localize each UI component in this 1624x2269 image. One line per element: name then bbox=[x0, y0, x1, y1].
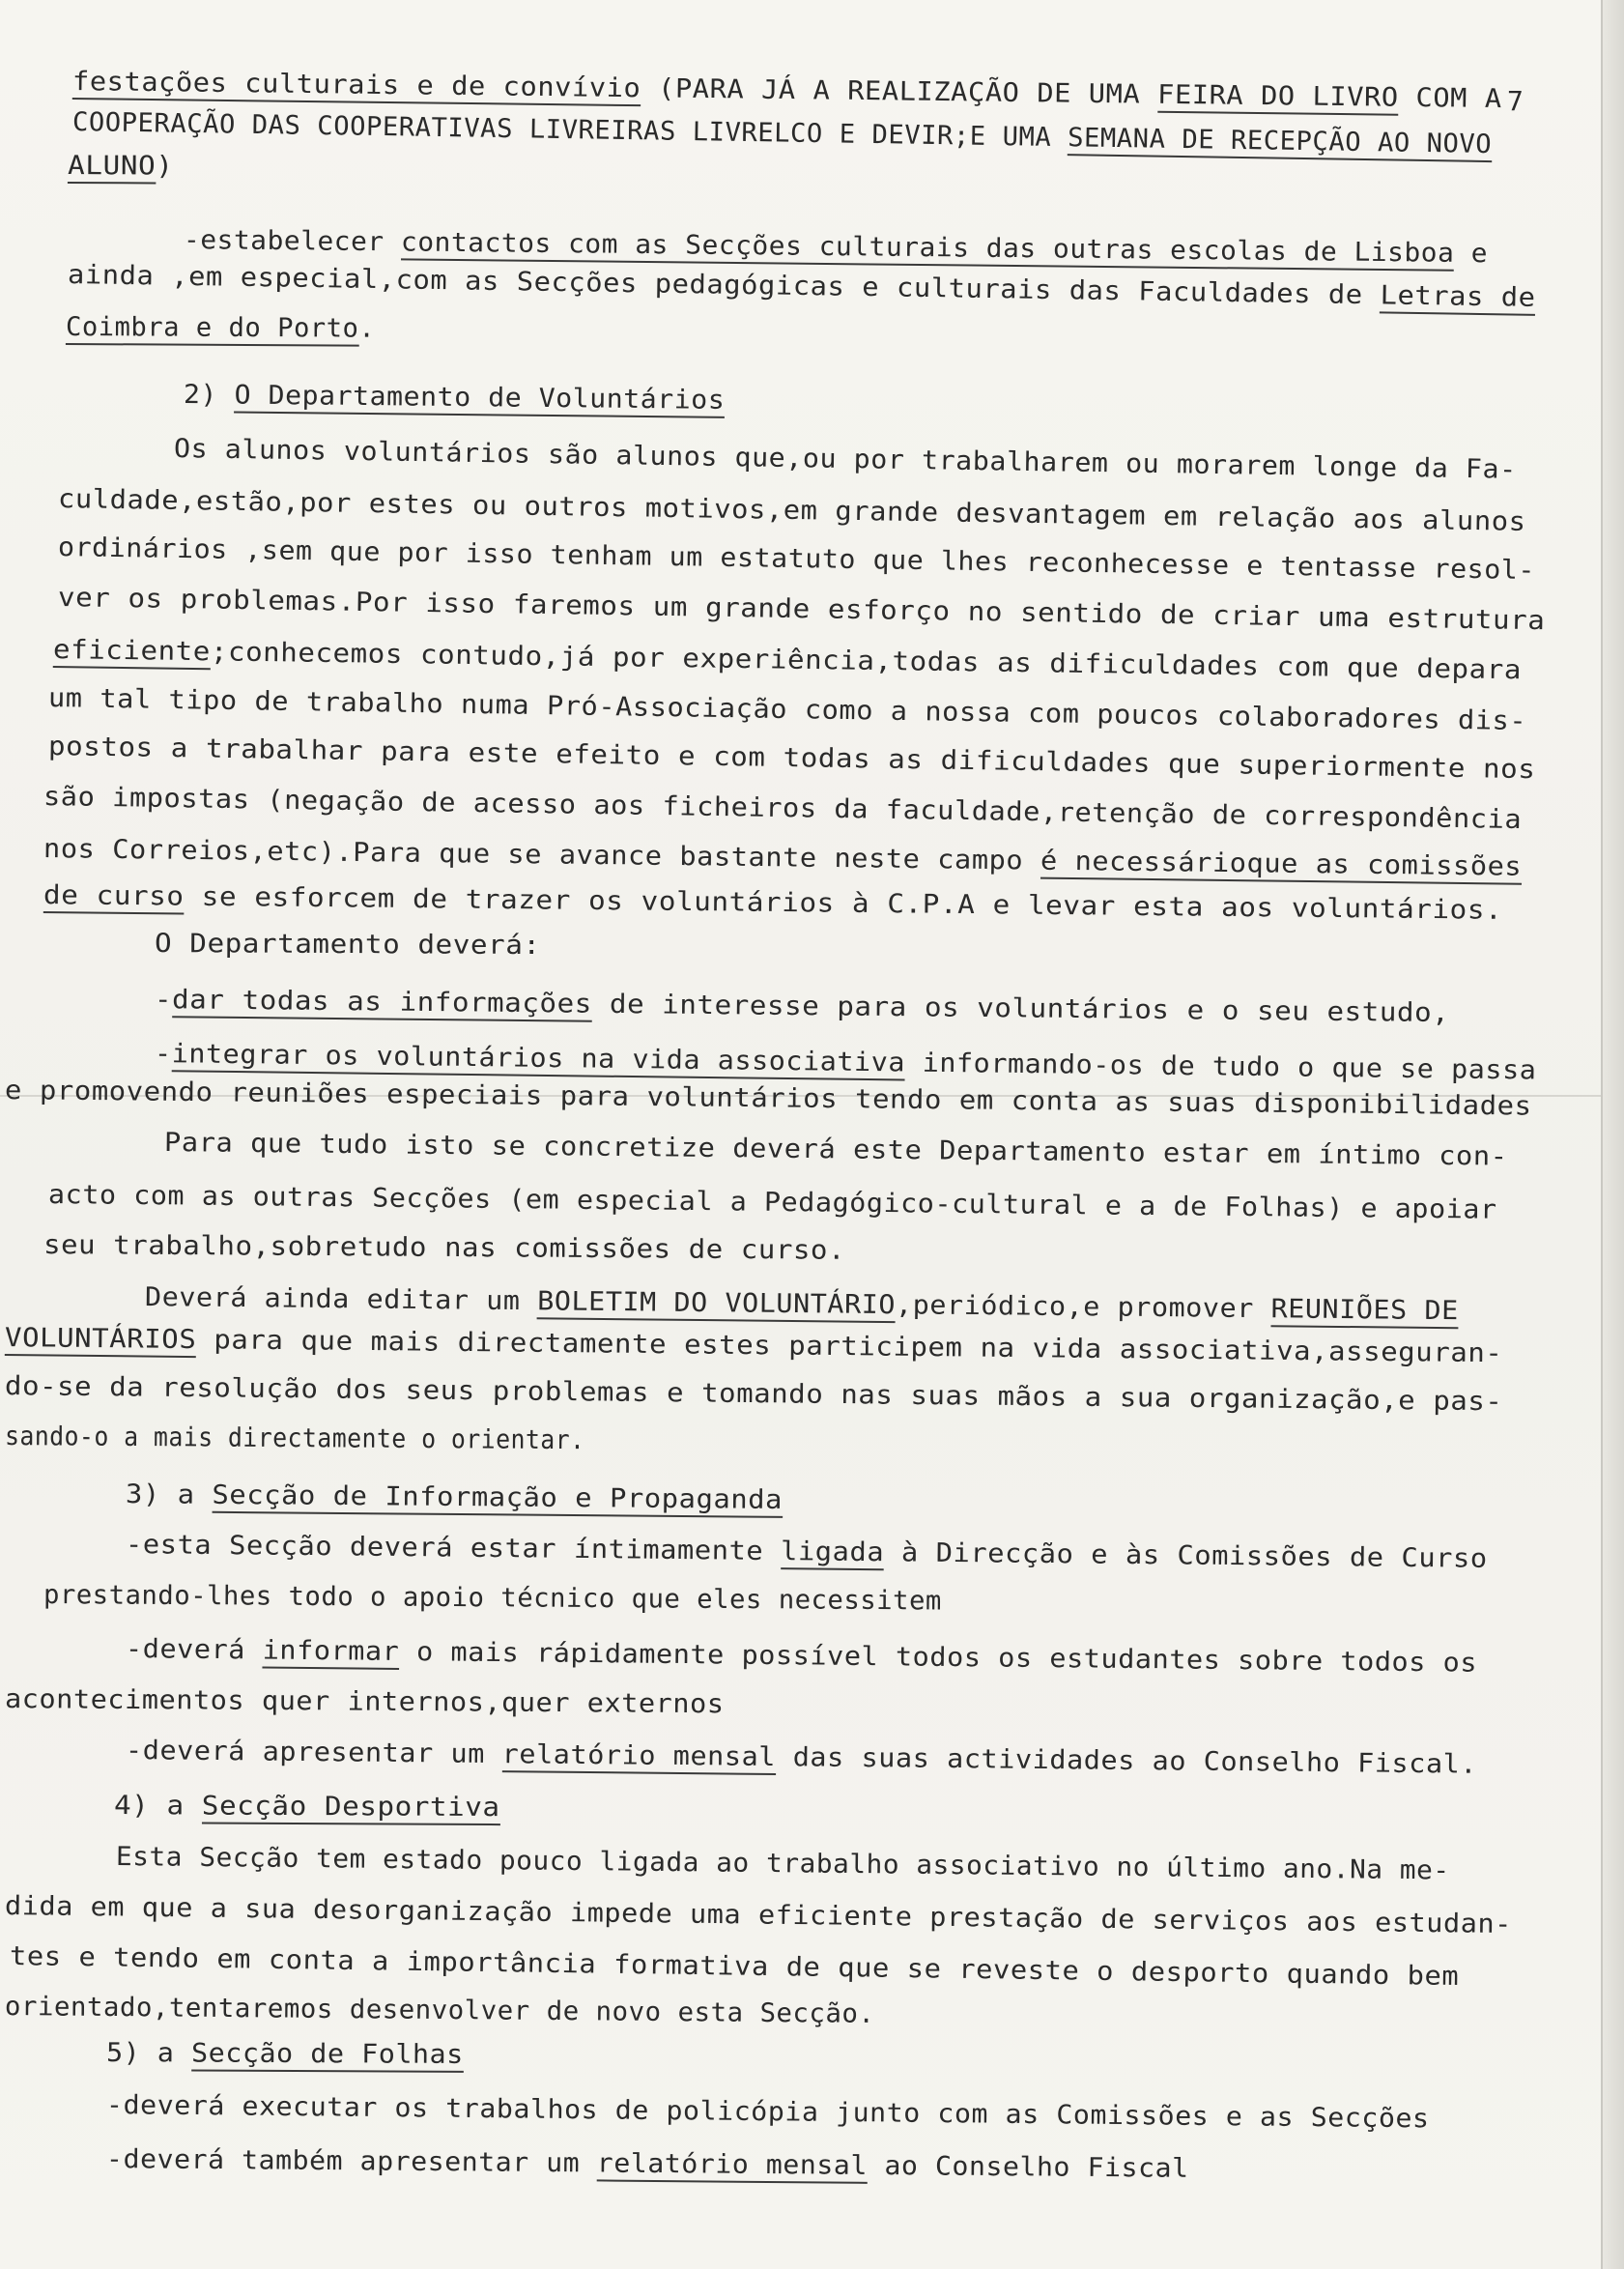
text-segment: COM A bbox=[1398, 82, 1502, 115]
text-segment: (PARA JÁ A REALIZAÇÃO DE UMA bbox=[641, 73, 1158, 110]
text-segment: e promovendo reuniões especiais para voluntários tendo em conta as suas disponibilidades bbox=[4, 1076, 1532, 1122]
text-segment: ,periódico,e promover bbox=[895, 1290, 1271, 1325]
text-line bbox=[126, 1633, 1477, 1680]
text-segment: sando-o a mais directamente o orientar. bbox=[4, 1422, 585, 1456]
text-segment: ver os problemas.Por isso faremos um grande esforço no sentido de criar uma estrutura bbox=[57, 583, 1546, 637]
text-segment: 4) a bbox=[113, 1791, 202, 1822]
text-line bbox=[58, 582, 1546, 638]
text-segment: - bbox=[154, 1039, 172, 1070]
text-segment: 2) bbox=[183, 380, 235, 411]
text-segment: tes e tendo em conta a importância formativa de que se reveste o desporto quando bem bbox=[9, 1941, 1460, 1992]
text-segment: prestando-lhes todo o apoio técnico que eles necessitem bbox=[43, 1580, 942, 1617]
underlined-text: Secção de Informação e Propaganda bbox=[212, 1480, 783, 1518]
text-segment: ainda ,em especial,com as Secções pedagógicas e culturais das Faculdades de bbox=[67, 260, 1381, 311]
underlined-text: dar todas as informações bbox=[172, 985, 592, 1022]
text-line bbox=[48, 1179, 1497, 1227]
text-segment: -estabelecer bbox=[183, 225, 402, 258]
underlined-text: SEMANA DE RECEPÇÃO AO NOVO bbox=[1068, 123, 1493, 162]
text-line bbox=[43, 1579, 942, 1618]
underlined-text: Letras de bbox=[1380, 280, 1535, 316]
underlined-text: relatório mensal bbox=[501, 1739, 776, 1775]
text-line bbox=[43, 781, 1523, 837]
underlined-text: Secção de Folhas bbox=[191, 2038, 464, 2072]
page-number: 7 bbox=[1507, 85, 1524, 117]
text-segment: para que mais directamente estes participem na vida associativa,asseguran- bbox=[196, 1325, 1503, 1369]
text-segment: COOPERAÇÃO DAS COOPERATIVAS LIVREIRAS LIVRELCO E DEVIR;E UMA bbox=[71, 107, 1068, 154]
text-segment: acontecimentos quer internos,quer externos bbox=[4, 1684, 725, 1720]
text-line bbox=[10, 1940, 1460, 1994]
text-line bbox=[58, 483, 1526, 539]
text-line bbox=[5, 1890, 1512, 1941]
text-segment: 5) a bbox=[105, 2038, 192, 2069]
text-line bbox=[72, 66, 1502, 116]
text-segment: . bbox=[358, 313, 376, 344]
text-segment: Deverá ainda editar um bbox=[144, 1282, 538, 1317]
paper-edge bbox=[1601, 0, 1624, 2269]
text-segment: ;conhecemos contudo,já por experiência,todas as dificuldades com que depara bbox=[210, 637, 1523, 686]
text-line bbox=[43, 1229, 845, 1268]
text-line bbox=[106, 2089, 1430, 2136]
text-segment: Esta Secção tem estado pouco ligada ao trabalho associativo no último ano.Na me- bbox=[115, 1842, 1450, 1886]
text-segment: -deverá também apresentar um bbox=[105, 2144, 597, 2179]
text-line bbox=[126, 1479, 783, 1517]
text-segment: acto com as outras Secções (em especial a Pedagógico-cultural e a de Folhas) e apoiar bbox=[47, 1180, 1497, 1225]
underlined-text: integrar os voluntários na vida associativa bbox=[171, 1039, 905, 1080]
text-segment: nos Correios,etc).Para que se avance bastante neste campo bbox=[43, 834, 1041, 876]
text-line bbox=[5, 1370, 1503, 1419]
text-line bbox=[106, 2037, 464, 2072]
text-line bbox=[126, 1529, 1488, 1576]
text-segment: ao Conselho Fiscal bbox=[867, 2150, 1189, 2184]
text-segment: o mais rápidamente possível todos os estudantes sobre todos os bbox=[399, 1636, 1478, 1679]
text-segment: -deverá executar os trabalhos de policópia junto com as Comissões e as Secções bbox=[105, 2090, 1430, 2135]
text-line bbox=[114, 1790, 500, 1824]
text-segment: um tal tipo de trabalho numa Pró-Associação como a nossa com poucos colaboradores dis- bbox=[47, 683, 1527, 737]
underlined-text: informar bbox=[262, 1635, 399, 1669]
text-segment: dida em que a sua desorganização impede uma eficiente prestação de serviços aos estudan- bbox=[4, 1891, 1513, 1940]
text-line bbox=[145, 1281, 1459, 1328]
text-segment: à Direcção e às Comissões de Curso bbox=[883, 1537, 1488, 1574]
text-segment: -deverá apresentar um bbox=[125, 1736, 502, 1770]
underlined-text: FEIRA DO LIVRO bbox=[1157, 80, 1399, 116]
text-line bbox=[43, 879, 1503, 928]
text-segment: Os alunos voluntários são alunos que,ou por trabalharem ou morarem longe da Fa- bbox=[173, 434, 1517, 485]
text-line bbox=[5, 1991, 875, 2031]
text-line bbox=[106, 2143, 1189, 2186]
underlined-text: O Departamento de Voluntários bbox=[234, 381, 725, 418]
text-segment: se esforcem de trazer os voluntários à C.P.A e levar esta aos voluntários. bbox=[184, 881, 1503, 926]
text-line bbox=[164, 1127, 1508, 1174]
text-line bbox=[68, 150, 174, 184]
underlined-text: BOLETIM DO VOLUNTÁRIO bbox=[537, 1286, 896, 1323]
text-segment: ) bbox=[156, 151, 174, 182]
text-segment: Para que tudo isto se concretize deverá este Departamento estar em íntimo con- bbox=[163, 1128, 1508, 1172]
underlined-text: VOLUNTÁRIOS bbox=[5, 1323, 197, 1358]
text-segment: O Departamento deverá: bbox=[154, 929, 541, 962]
text-segment: e bbox=[1454, 238, 1489, 270]
text-line bbox=[58, 531, 1535, 588]
underlined-text: de curso bbox=[43, 880, 185, 915]
text-segment: ordinários ,sem que por isso tenham um estatuto que lhes reconhecesse e tentasse resol- bbox=[57, 532, 1536, 587]
underlined-text: ALUNO bbox=[68, 151, 156, 184]
text-segment: -esta Secção deverá estar íntimamente bbox=[125, 1530, 782, 1567]
text-line bbox=[126, 1735, 1477, 1782]
text-segment: do-se da resolução dos seus problemas e tomando nas suas mãos a sua organização,e pas- bbox=[4, 1371, 1503, 1418]
text-line bbox=[72, 106, 1493, 161]
underlined-text: relatório mensal bbox=[597, 2148, 868, 2183]
text-segment: - bbox=[154, 985, 173, 1016]
text-line bbox=[116, 1841, 1450, 1887]
text-segment: 3) a bbox=[125, 1479, 213, 1510]
underlined-text: Coimbra e do Porto bbox=[66, 312, 359, 347]
text-segment: -deverá bbox=[125, 1634, 263, 1666]
text-line bbox=[155, 984, 1450, 1030]
text-segment: culdade,estão,por estes ou outros motivos,em grande desvantagem em relação aos alunos bbox=[57, 484, 1526, 537]
underlined-text: contactos com as Secções culturais das outras escolas de Lisboa bbox=[401, 227, 1455, 271]
underlined-text: festações culturais e de convívio bbox=[72, 67, 641, 106]
text-line bbox=[66, 311, 375, 346]
text-segment: informando-os de tudo o que se passa bbox=[904, 1048, 1537, 1086]
text-line bbox=[174, 433, 1517, 487]
underlined-text: eficiente bbox=[53, 635, 211, 670]
text-line bbox=[53, 634, 1522, 687]
text-line bbox=[5, 1683, 725, 1721]
text-segment: postos a trabalhar para este efeito e com todas as dificuldades que superiormente nos bbox=[47, 732, 1536, 786]
text-line bbox=[48, 682, 1527, 738]
text-line bbox=[48, 731, 1536, 787]
text-segment: são impostas (negação de acesso aos ficheiros da faculdade,retenção de correspondência bbox=[43, 782, 1523, 836]
text-line bbox=[155, 928, 541, 962]
text-line bbox=[43, 833, 1523, 884]
text-line bbox=[5, 1322, 1503, 1370]
underlined-text: Secção Desportiva bbox=[202, 1791, 500, 1825]
underlined-text: ligada bbox=[781, 1537, 884, 1570]
text-line bbox=[5, 1421, 585, 1457]
underlined-text: REUNIÕES DE bbox=[1270, 1294, 1459, 1329]
text-segment: das suas actividades ao Conselho Fiscal. bbox=[775, 1742, 1478, 1780]
underlined-text: é necessárioque as comissões bbox=[1040, 847, 1523, 885]
text-segment: orientado,tentaremos desenvolver de novo esta Secção. bbox=[4, 1992, 875, 2029]
text-line bbox=[184, 379, 726, 417]
text-segment: de interesse para os voluntários e o seu estudo, bbox=[591, 989, 1450, 1029]
text-segment: seu trabalho,sobretudo nas comissões de curso. bbox=[43, 1230, 846, 1266]
